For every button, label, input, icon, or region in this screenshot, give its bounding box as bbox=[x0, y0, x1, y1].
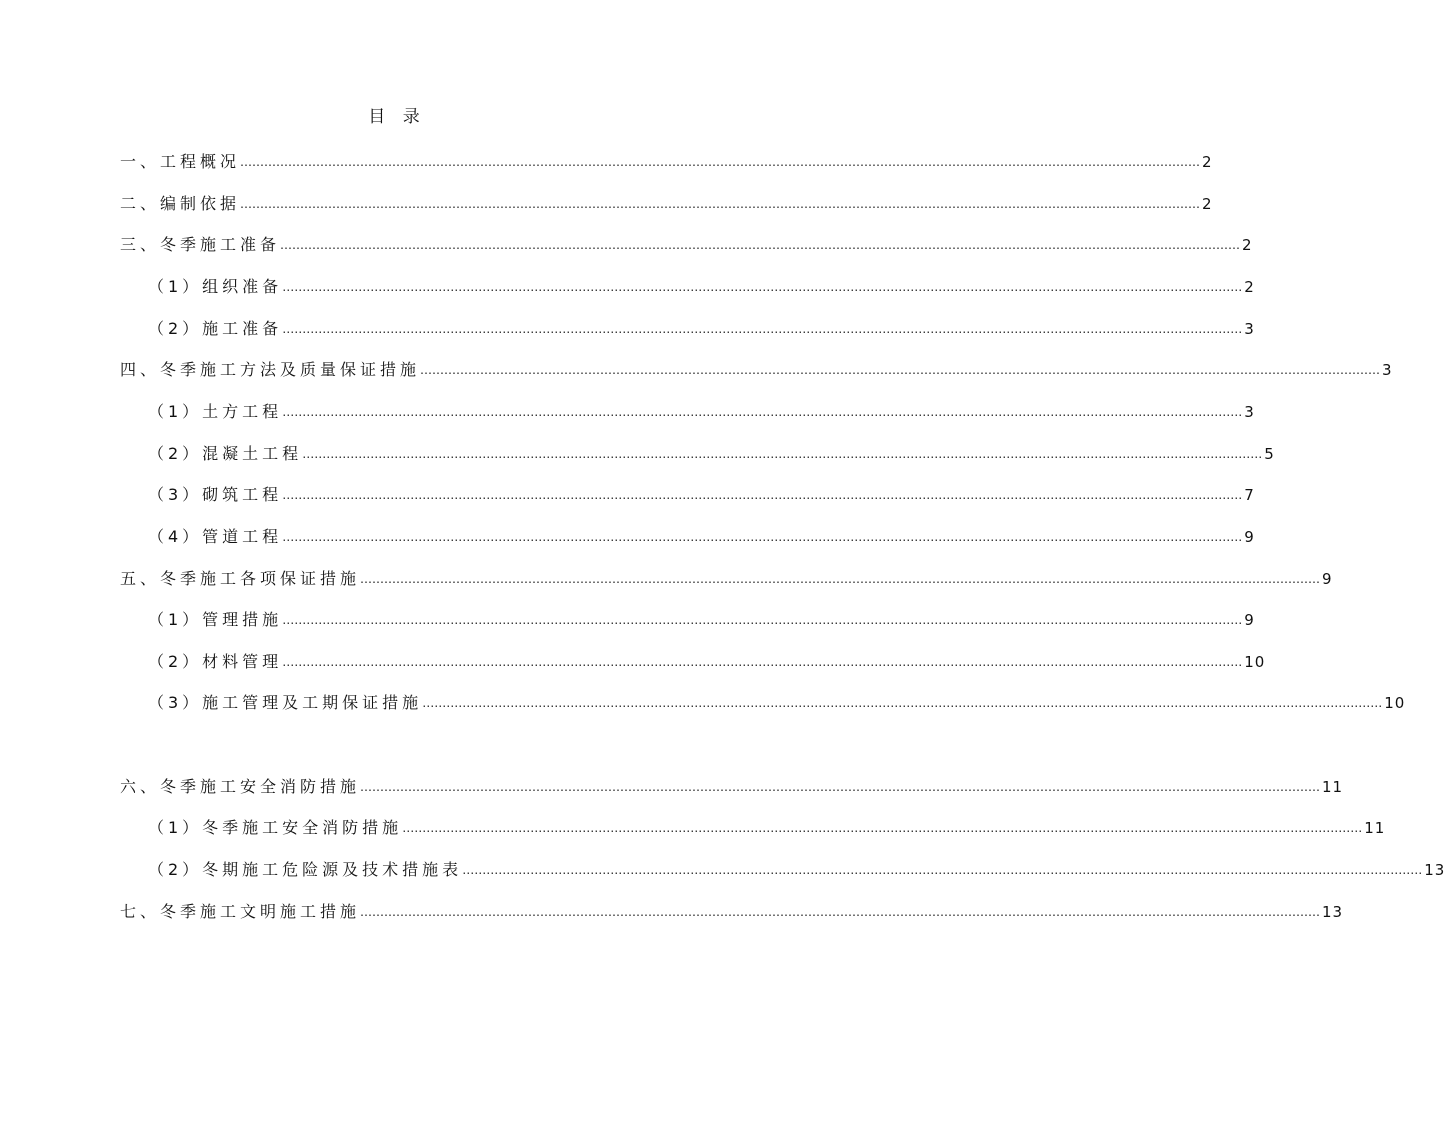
toc-entry[interactable] bbox=[148, 523, 1255, 547]
toc-entry[interactable] bbox=[148, 315, 1255, 339]
toc-leader-dots: …………………………………………………………………………………………………………………………………………………………………………………………………………………… bbox=[422, 696, 1383, 710]
toc-entry[interactable] bbox=[120, 231, 1253, 255]
toc-entry-text: （1）土方工程 bbox=[148, 402, 283, 421]
toc-entry[interactable] bbox=[148, 481, 1255, 505]
toc-page-number: 9 bbox=[1244, 611, 1255, 629]
toc-page-number: 3 bbox=[1244, 320, 1255, 338]
toc-entry-text: （2）冬期施工危险源及技术措施表 bbox=[148, 860, 463, 879]
toc-entry[interactable] bbox=[148, 856, 1445, 880]
toc-page-number: 3 bbox=[1382, 361, 1393, 379]
toc-entry[interactable] bbox=[148, 606, 1255, 630]
toc-entry[interactable] bbox=[120, 148, 1213, 172]
toc-entry[interactable] bbox=[148, 273, 1255, 297]
toc-leader-dots: …………………………………………………………………………………………………………………………………………………………………………………………………………………… bbox=[302, 447, 1263, 461]
toc-entry-text: 二、编制依据 bbox=[120, 194, 241, 213]
toc-leader-dots: …………………………………………………………………………………………………………………………………………………………………………………………………………………… bbox=[282, 530, 1243, 544]
toc-leader-dots: …………………………………………………………………………………………………………………………………………………………………………………………………………………… bbox=[280, 238, 1241, 252]
toc-page-number: 11 bbox=[1322, 778, 1344, 796]
toc-page-number: 9 bbox=[1322, 570, 1333, 588]
toc-entry-text: （1）管理措施 bbox=[148, 610, 283, 629]
toc-leader-dots: …………………………………………………………………………………………………………………………………………………………………………………………………………………… bbox=[282, 488, 1243, 502]
toc-entry[interactable] bbox=[120, 773, 1344, 797]
toc-page-number: 13 bbox=[1322, 903, 1344, 921]
toc-entry-text: （4）管道工程 bbox=[148, 527, 283, 546]
toc-entry-text: 四、冬季施工方法及质量保证措施 bbox=[120, 360, 421, 379]
toc-entry[interactable] bbox=[148, 440, 1275, 464]
toc-leader-dots: …………………………………………………………………………………………………………………………………………………………………………………………………………………… bbox=[240, 155, 1201, 169]
toc-entry-text: （2）施工准备 bbox=[148, 319, 283, 338]
toc-page-number: 13 bbox=[1424, 861, 1445, 879]
toc-title: 目 录 bbox=[368, 107, 426, 127]
toc-entry[interactable] bbox=[120, 565, 1333, 589]
toc-entry[interactable] bbox=[120, 356, 1393, 380]
toc-entry[interactable] bbox=[148, 398, 1255, 422]
toc-leader-dots: …………………………………………………………………………………………………………………………………………………………………………………………………………………… bbox=[282, 613, 1243, 627]
toc-page-number: 2 bbox=[1242, 236, 1253, 254]
toc-leader-dots: …………………………………………………………………………………………………………………………………………………………………………………………………………………… bbox=[462, 863, 1423, 877]
toc-entry-text: 三、冬季施工准备 bbox=[120, 235, 281, 254]
toc-entry-text: （2）混凝土工程 bbox=[148, 444, 303, 463]
toc-entry-text: 五、冬季施工各项保证措施 bbox=[120, 569, 361, 588]
toc-entry[interactable] bbox=[120, 190, 1213, 214]
toc-leader-dots: …………………………………………………………………………………………………………………………………………………………………………………………………………………… bbox=[420, 363, 1381, 377]
toc-entry[interactable] bbox=[120, 898, 1344, 922]
toc-page-number: 7 bbox=[1244, 486, 1255, 504]
toc-page-number: 10 bbox=[1384, 694, 1406, 712]
toc-leader-dots: …………………………………………………………………………………………………………………………………………………………………………………………………………………… bbox=[402, 821, 1363, 835]
toc-page-number: 2 bbox=[1244, 278, 1255, 296]
toc-entry-text: 七、冬季施工文明施工措施 bbox=[120, 902, 361, 921]
toc-entry-text: （3）砌筑工程 bbox=[148, 485, 283, 504]
toc-entry-text: （3）施工管理及工期保证措施 bbox=[148, 693, 423, 712]
toc-page-number: 2 bbox=[1202, 153, 1213, 171]
toc-leader-dots: …………………………………………………………………………………………………………………………………………………………………………………………………………………… bbox=[282, 405, 1243, 419]
toc-leader-dots: …………………………………………………………………………………………………………………………………………………………………………………………………………………… bbox=[240, 197, 1201, 211]
toc-page-number: 9 bbox=[1244, 528, 1255, 546]
toc-page-number: 2 bbox=[1202, 195, 1213, 213]
toc-leader-dots: …………………………………………………………………………………………………………………………………………………………………………………………………………………… bbox=[282, 655, 1243, 669]
toc-entry-text: 一、工程概况 bbox=[120, 152, 241, 171]
toc-page-number: 10 bbox=[1244, 653, 1266, 671]
toc-leader-dots: …………………………………………………………………………………………………………………………………………………………………………………………………………………… bbox=[360, 905, 1321, 919]
toc-leader-dots: …………………………………………………………………………………………………………………………………………………………………………………………………………………… bbox=[282, 322, 1243, 336]
toc-leader-dots: …………………………………………………………………………………………………………………………………………………………………………………………………………………… bbox=[282, 280, 1243, 294]
toc-page-number: 5 bbox=[1264, 445, 1275, 463]
toc-entry-text: 六、冬季施工安全消防措施 bbox=[120, 777, 361, 796]
toc-entry-text: （2）材料管理 bbox=[148, 652, 283, 671]
toc-page-number: 11 bbox=[1364, 819, 1386, 837]
toc-page-number: 3 bbox=[1244, 403, 1255, 421]
toc-entry[interactable] bbox=[148, 814, 1386, 838]
toc-leader-dots: …………………………………………………………………………………………………………………………………………………………………………………………………………………… bbox=[360, 780, 1321, 794]
toc-entry-text: （1）组织准备 bbox=[148, 277, 283, 296]
toc-entry[interactable] bbox=[148, 689, 1406, 713]
toc-entry-text: （1）冬季施工安全消防措施 bbox=[148, 818, 403, 837]
toc-entry[interactable] bbox=[148, 648, 1266, 672]
toc-leader-dots: …………………………………………………………………………………………………………………………………………………………………………………………………………………… bbox=[360, 572, 1321, 586]
